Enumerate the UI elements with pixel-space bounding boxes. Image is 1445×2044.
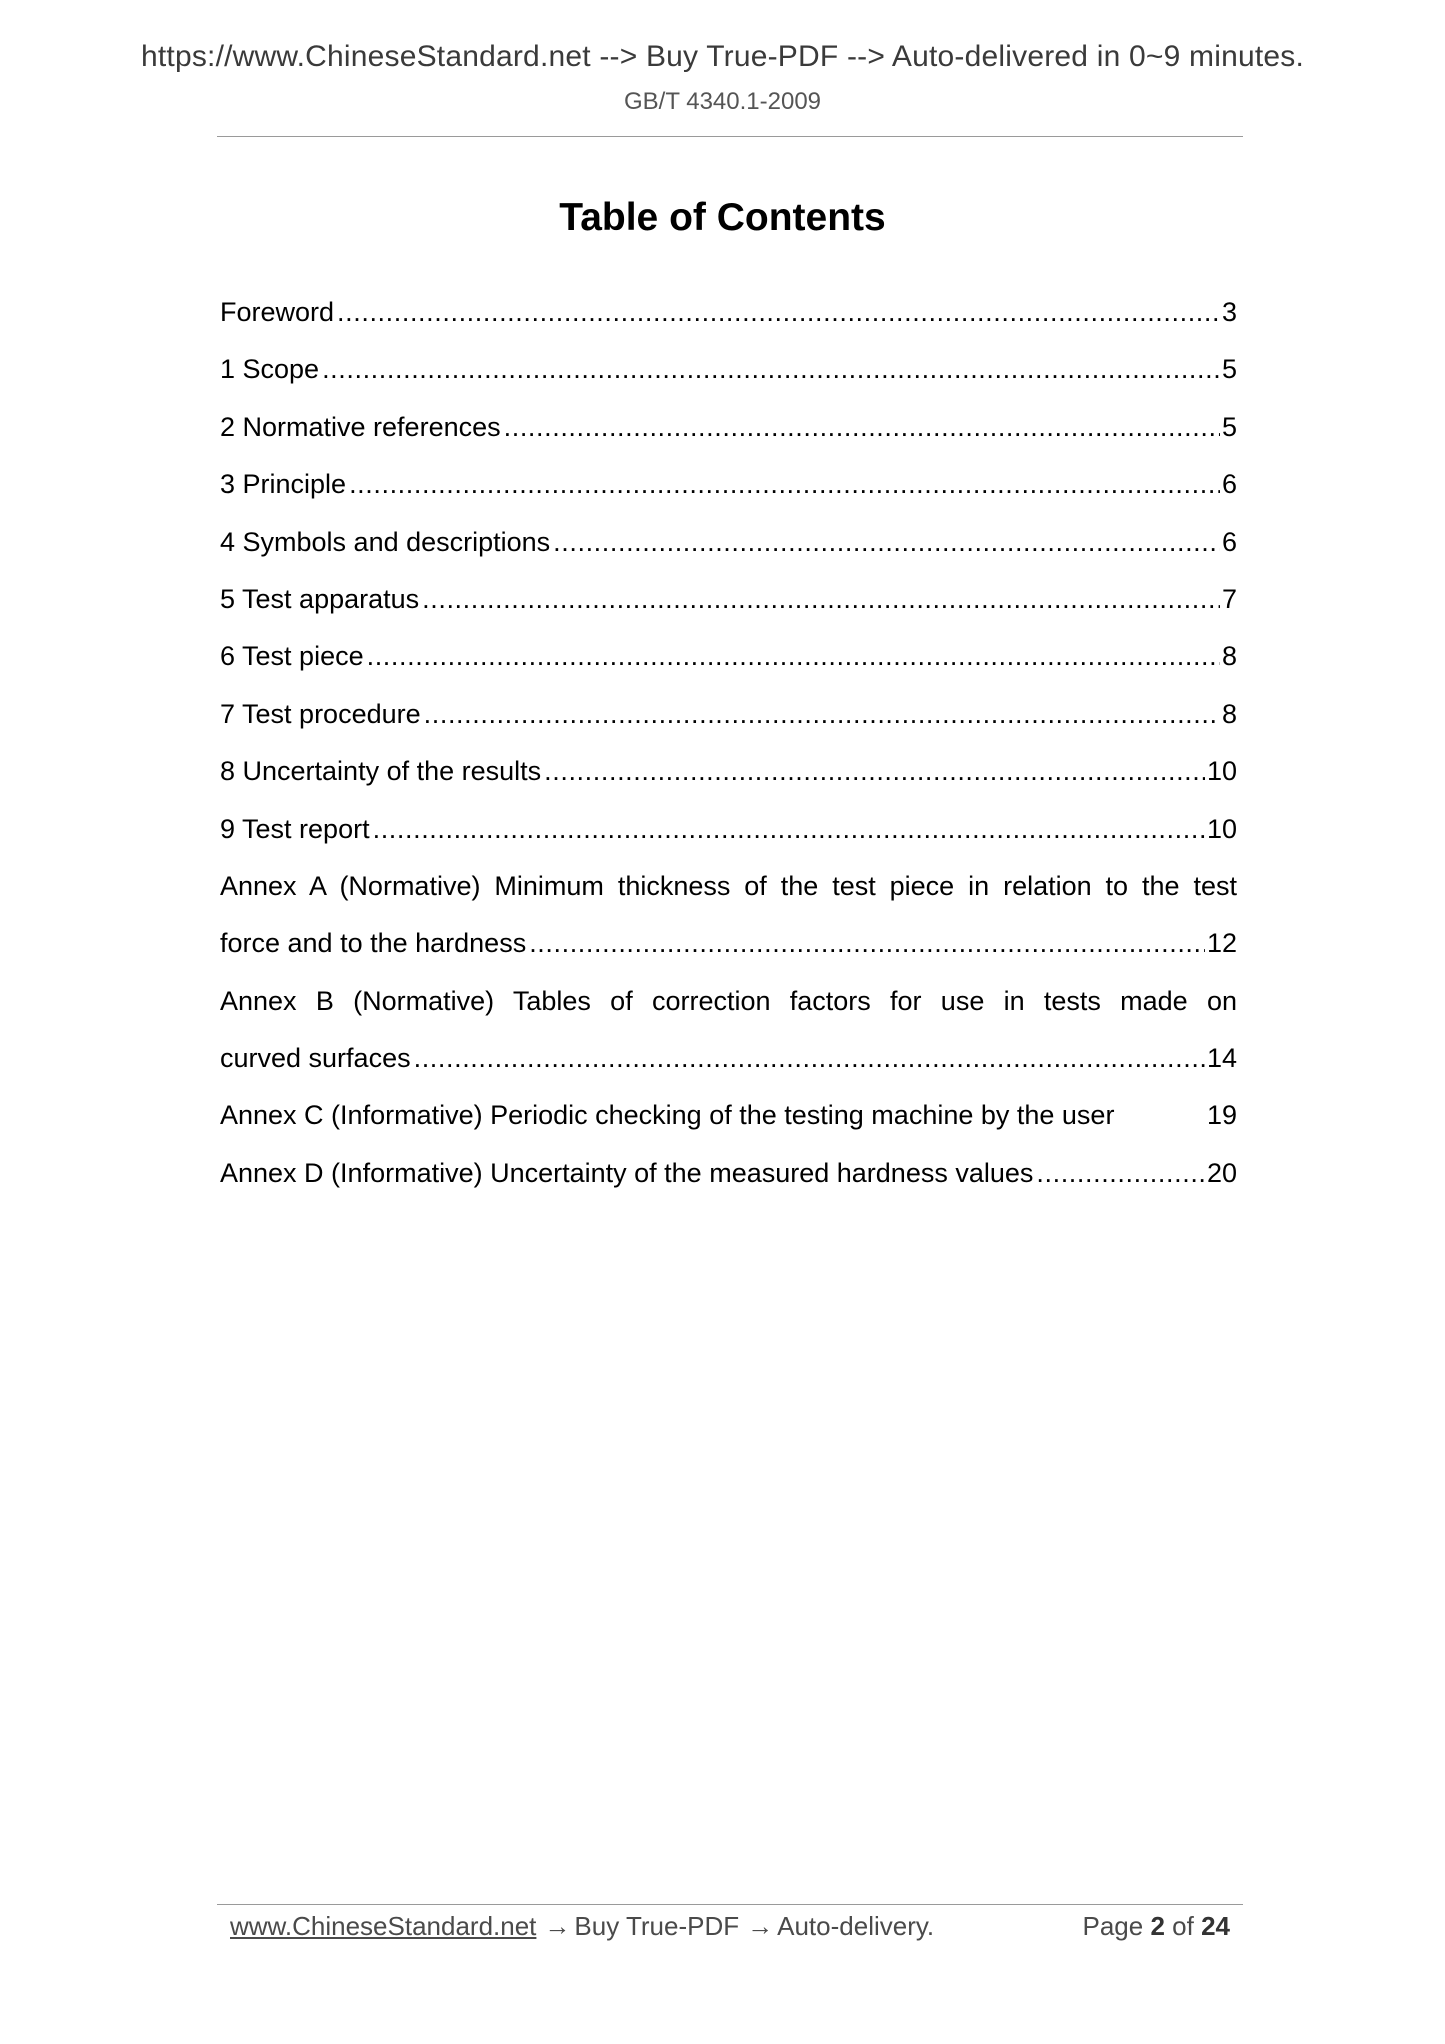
toc-entry-test-report[interactable]	[220, 801, 1237, 858]
toc-entry-label: 3 Principle	[220, 469, 347, 500]
toc-entry-label: 6 Test piece	[220, 641, 364, 672]
page-number	[1082, 1906, 1230, 1946]
toc-entry-label: curved surfaces	[220, 1043, 411, 1074]
toc-entry-page: 7	[1221, 583, 1237, 614]
dot-leader	[367, 628, 1220, 685]
toc-entry-label: Annex C (Informative) Periodic checking of the testing machine by the user	[220, 1100, 1115, 1131]
toc-entry-label: Annex A (Normative) Minimum thickness of the test piece in relation to the test	[220, 870, 1237, 901]
toc-entry-principle[interactable]	[220, 456, 1237, 513]
toc-entry-annex-b-line2[interactable]	[220, 1030, 1237, 1087]
toc-title: Table of Contents	[559, 196, 886, 239]
toc-entry-label: 2 Normative references	[220, 411, 501, 442]
toc-entry-annex-b-line1[interactable]	[220, 973, 1237, 1030]
toc-entry-page: 20	[1206, 1157, 1237, 1188]
toc-entry-label: 1 Scope	[220, 354, 320, 385]
toc-entry-page: 5	[1221, 411, 1237, 442]
buy-pdf-text: Buy True-PDF	[574, 1911, 740, 1941]
dot-leader	[424, 686, 1220, 743]
toc-entry-page: 19	[1206, 1100, 1237, 1131]
toc-entry-page: 8	[1221, 641, 1237, 672]
page-word: Page	[1082, 1911, 1144, 1941]
toc-entry-annex-d[interactable]	[220, 1145, 1237, 1202]
table-of-contents	[220, 284, 1237, 1202]
site-link[interactable]: www.ChineseStandard.net	[230, 1911, 537, 1941]
footer-divider	[217, 1904, 1243, 1905]
page-of: of	[1172, 1911, 1194, 1941]
arrow-right-icon: →	[544, 1911, 571, 1941]
arrow-right-icon: →	[747, 1911, 774, 1941]
toc-entry-label: force and to the hardness	[220, 928, 527, 959]
toc-entry-scope[interactable]	[220, 341, 1237, 398]
toc-entry-page: 6	[1221, 469, 1237, 500]
dot-leader	[337, 284, 1220, 341]
dot-leader	[349, 456, 1220, 513]
toc-entry-label: 5 Test apparatus	[220, 583, 420, 614]
toc-entry-label: Foreword	[220, 297, 335, 327]
toc-entry-annex-c[interactable]	[220, 1087, 1237, 1144]
auto-delivery-text: Auto-delivery.	[777, 1911, 935, 1941]
toc-entry-label: 8 Uncertainty of the results	[220, 756, 542, 787]
toc-entry-foreword[interactable]	[220, 284, 1237, 341]
toc-entry-page: 10	[1206, 756, 1237, 787]
toc-entry-page: 12	[1206, 928, 1237, 959]
toc-entry-page: 14	[1206, 1043, 1237, 1074]
toc-entry-normative-references[interactable]	[220, 399, 1237, 456]
toc-entry-label: Annex D (Informative) Uncertainty of the measured hardness values	[220, 1157, 1034, 1188]
dot-leader	[504, 399, 1220, 456]
toc-entry-page: 5	[1221, 354, 1237, 385]
page-current: 2	[1150, 1911, 1165, 1941]
toc-entry-label: 7 Test procedure	[220, 698, 421, 729]
header-banner: https://www.ChineseStandard.net --> Buy True-PDF --> Auto-delivered in 0~9 minutes.	[141, 40, 1304, 73]
toc-entry-test-apparatus[interactable]	[220, 571, 1237, 628]
standard-number: GB/T 4340.1-2009	[623, 88, 822, 115]
dot-leader	[529, 915, 1205, 972]
dot-leader	[322, 341, 1220, 398]
toc-entry-annex-a-line1[interactable]	[220, 858, 1237, 915]
toc-entry-symbols[interactable]	[220, 514, 1237, 571]
header-divider	[217, 136, 1243, 137]
page-footer	[230, 1906, 1230, 1946]
toc-entry-page: 6	[1221, 526, 1237, 557]
toc-entry-test-procedure[interactable]	[220, 686, 1237, 743]
toc-entry-label: 9 Test report	[220, 813, 370, 844]
dot-leader	[422, 571, 1220, 628]
dot-leader	[1036, 1145, 1205, 1202]
dot-leader	[553, 514, 1220, 571]
toc-entry-annex-a-line2[interactable]	[220, 915, 1237, 972]
page-total: 24	[1201, 1911, 1230, 1941]
toc-entry-uncertainty[interactable]	[220, 743, 1237, 800]
toc-entry-label: Annex B (Normative) Tables of correction factors for use in tests made on	[220, 985, 1237, 1016]
toc-entry-page: 8	[1221, 698, 1237, 729]
toc-entry-page: 3	[1221, 297, 1237, 327]
dot-leader	[544, 743, 1205, 800]
dot-leader	[414, 1030, 1205, 1087]
dot-leader	[373, 801, 1205, 858]
toc-entry-label: 4 Symbols and descriptions	[220, 526, 551, 557]
toc-entry-page: 10	[1206, 813, 1237, 844]
toc-entry-test-piece[interactable]	[220, 628, 1237, 685]
